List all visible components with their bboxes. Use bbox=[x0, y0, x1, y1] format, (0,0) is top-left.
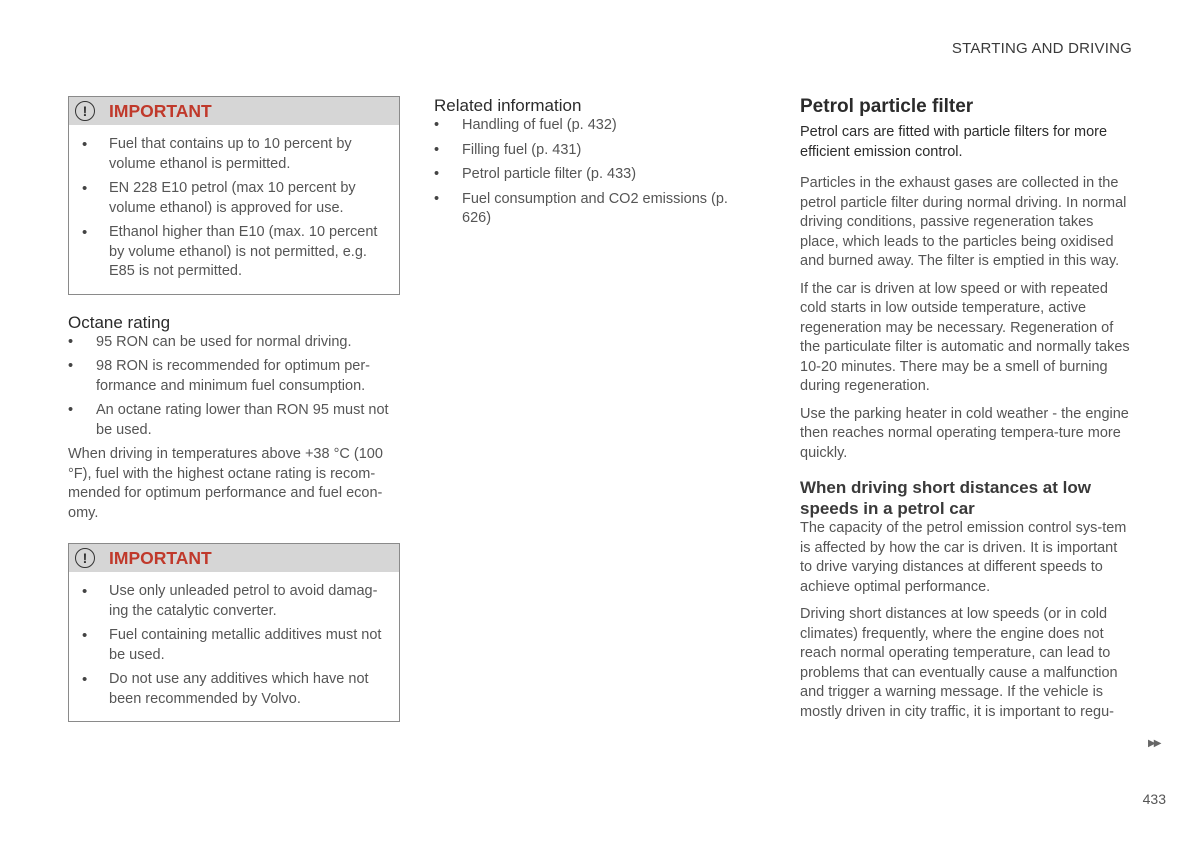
warning-icon: ! bbox=[75, 548, 95, 568]
paragraph: Particles in the exhaust gases are collected in the petrol particle filter during normal driving. In normal driving conditions, passive regeneration takes place, which leads to the particles being oxidised and burned away. The filter is emptied in this way. bbox=[800, 175, 1127, 269]
important-box-ethanol bbox=[68, 96, 400, 295]
important-box-header bbox=[69, 97, 399, 125]
list-item: • Do not use any additives which have not been recommended by Volvo. bbox=[69, 670, 399, 709]
warning-icon: ! bbox=[75, 101, 95, 121]
important-title: IMPORTANT bbox=[109, 547, 212, 568]
related-info-list bbox=[434, 116, 734, 229]
section-header: STARTING AND DRIVING bbox=[951, 40, 1132, 57]
list-item: • 95 RON can be used for normal driving. bbox=[68, 333, 400, 353]
subheading-short-distances: When driving short distances at low speeds in a petrol car bbox=[800, 478, 1091, 518]
paragraph: If the car is driven at low speed or with repeated cold starts in low outside temperature, active regeneration may be necessary. Regeneration of the particulate filter is automatic and normally takes 10-20 minutes. There may be a smell of burning during regeneration. bbox=[800, 280, 1130, 394]
continue-arrow-icon: ▶▶ bbox=[1148, 738, 1160, 749]
related-link[interactable]: • Fuel consumption and CO2 emissions (p. 626) bbox=[434, 190, 734, 229]
related-link[interactable]: • Handling of fuel (p. 432) bbox=[434, 116, 734, 136]
page-number: 433 bbox=[1142, 791, 1166, 807]
related-info-heading: Related information bbox=[434, 96, 582, 115]
octane-heading: Octane rating bbox=[68, 312, 171, 332]
important-list bbox=[69, 582, 399, 709]
column-middle bbox=[434, 96, 734, 234]
octane-paragraph: When driving in temperatures above +38 °C (100 °F), fuel with the highest octane rating is recom-mended for optimum performance and fuel econ-omy. bbox=[68, 446, 383, 521]
related-link[interactable]: • Petrol particle filter (p. 433) bbox=[434, 165, 734, 185]
paragraph: Driving short distances at low speeds (or in cold climates) frequently, where the engine does not reach normal operating temperature, can lead to problems that can eventually cause a malfunction and trigger a warning message. If the vehicle is mostly driven in city traffic, it is important to regu- bbox=[800, 606, 1118, 720]
article-title: Petrol particle filter bbox=[800, 96, 974, 117]
paragraph: Use the parking heater in cold weather - the engine then reaches normal operating tempera-ture more quickly. bbox=[800, 405, 1129, 461]
important-box-header bbox=[69, 544, 399, 572]
octane-list bbox=[68, 333, 400, 441]
list-item: • An octane rating lower than RON 95 must not be used. bbox=[68, 401, 400, 440]
list-item: • Ethanol higher than E10 (max. 10 percent by volume ethanol) is not permitted, e.g. E85 is not permitted. bbox=[69, 223, 399, 282]
column-left bbox=[68, 96, 400, 740]
list-item: • Fuel containing metallic additives must not be used. bbox=[69, 626, 399, 665]
important-title: IMPORTANT bbox=[109, 100, 212, 121]
related-link[interactable]: • Filling fuel (p. 431) bbox=[434, 141, 734, 161]
list-item: • EN 228 E10 petrol (max 10 percent by volume ethanol) is approved for use. bbox=[69, 179, 399, 218]
list-item: • Use only unleaded petrol to avoid damag-ing the catalytic converter. bbox=[69, 582, 399, 621]
list-item: • Fuel that contains up to 10 percent by volume ethanol is permitted. bbox=[69, 135, 399, 174]
important-list bbox=[69, 135, 399, 282]
paragraph: The capacity of the petrol emission control sys-tem is affected by how the car is driven. It is important to drive varying distances at different speeds to achieve optimal performance. bbox=[800, 520, 1127, 595]
important-box-additives bbox=[68, 543, 400, 722]
list-item: • 98 RON is recommended for optimum per-formance and minimum fuel consumption. bbox=[68, 357, 400, 396]
article-lead: Petrol cars are fitted with particle filters for more efficient emission control. bbox=[800, 124, 1108, 160]
column-right bbox=[800, 96, 1132, 730]
